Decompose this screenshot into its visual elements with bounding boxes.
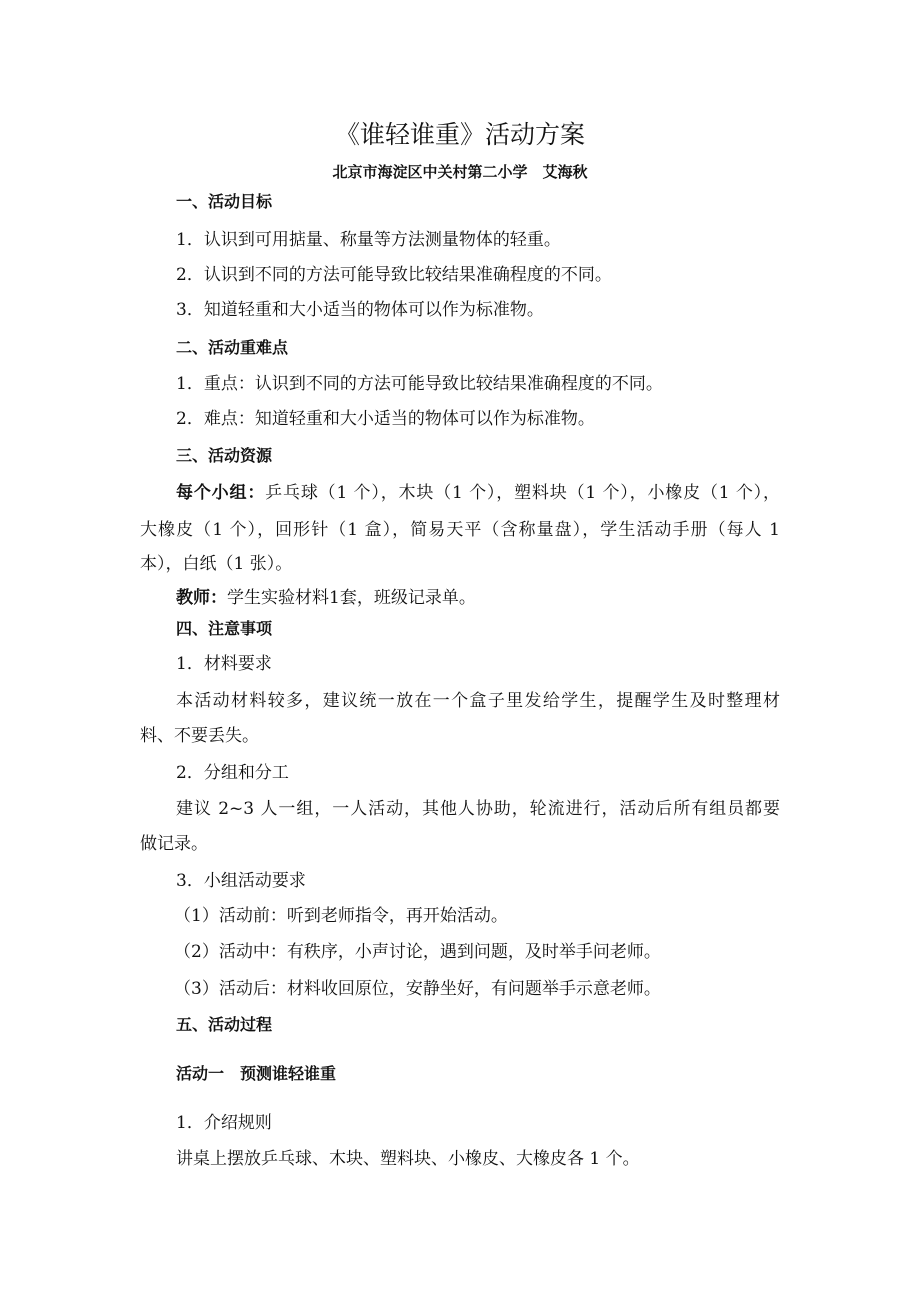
notes-group-line-1: 建议 2~3 人一组，一人活动，其他人协助，轮流进行，活动后所有组员都要 <box>176 799 780 819</box>
resources-group-label: 每个小组： <box>176 483 266 503</box>
notes-material-line-2: 料、不要丢失。 <box>140 726 259 746</box>
notes-rule-2: （2）活动中：有秩序，小声讨论，遇到问题，及时举手问老师。 <box>174 942 661 962</box>
notes-group-line-2: 做记录。 <box>140 834 208 854</box>
notes-rules-title: 3．小组活动要求 <box>176 871 306 891</box>
resources-group-line-3: 本），白纸（1 张）。 <box>140 554 293 574</box>
process-intro-text: 讲桌上摆放乒乓球、木块、塑料块、小橡皮、大橡皮各 1 个。 <box>176 1149 640 1169</box>
goal-item-2: 2．认识到不同的方法可能导致比较结果准确程度的不同。 <box>176 265 612 285</box>
notes-rule-1: （1）活动前：听到老师指令，再开始活动。 <box>174 906 508 926</box>
resources-teacher-label: 教师： <box>176 588 227 608</box>
resources-group-text-1: 乒乓球（1 个），木块（1 个），塑料块（1 个），小橡皮（1 个）， <box>265 483 781 503</box>
resources-group-line-2: 大橡皮（1 个），回形针（1 盒），简易天平（含称量盘），学生活动手册（每人 1 <box>140 520 780 540</box>
section-heading-goals: 一、活动目标 <box>176 192 273 211</box>
section-heading-key-points: 二、活动重难点 <box>176 338 289 357</box>
activity-1-title: 活动一 预测谁轻谁重 <box>176 1064 337 1083</box>
notes-material-title: 1．材料要求 <box>176 654 272 674</box>
notes-material-line-1: 本活动材料较多，建议统一放在一个盒子里发给学生，提醒学生及时整理材 <box>176 691 780 711</box>
document-subtitle: 北京市海淀区中关村第二小学 艾海秋 <box>332 163 588 181</box>
section-heading-resources: 三、活动资源 <box>176 446 273 465</box>
key-point-item-1: 1．重点：认识到不同的方法可能导致比较结果准确程度的不同。 <box>176 374 663 394</box>
process-intro-title: 1．介绍规则 <box>176 1113 272 1133</box>
notes-rule-3: （3）活动后：材料收回原位，安静坐好，有问题举手示意老师。 <box>174 979 661 999</box>
section-heading-notes: 四、注意事项 <box>176 619 273 638</box>
goal-item-1: 1．认识到可用掂量、称量等方法测量物体的轻重。 <box>176 230 561 250</box>
resources-group-line-1 <box>176 481 780 505</box>
key-point-item-2: 2．难点：知道轻重和大小适当的物体可以作为标准物。 <box>176 409 595 429</box>
section-heading-process: 五、活动过程 <box>176 1015 273 1034</box>
notes-group-title: 2．分组和分工 <box>176 763 289 783</box>
document-title: 《谁轻谁重》活动方案 <box>334 120 585 149</box>
resources-teacher-text: 学生实验材料1套，班级记录单。 <box>227 588 476 608</box>
goal-item-3: 3．知道轻重和大小适当的物体可以作为标准物。 <box>176 300 544 320</box>
resources-teacher-line <box>176 586 780 610</box>
